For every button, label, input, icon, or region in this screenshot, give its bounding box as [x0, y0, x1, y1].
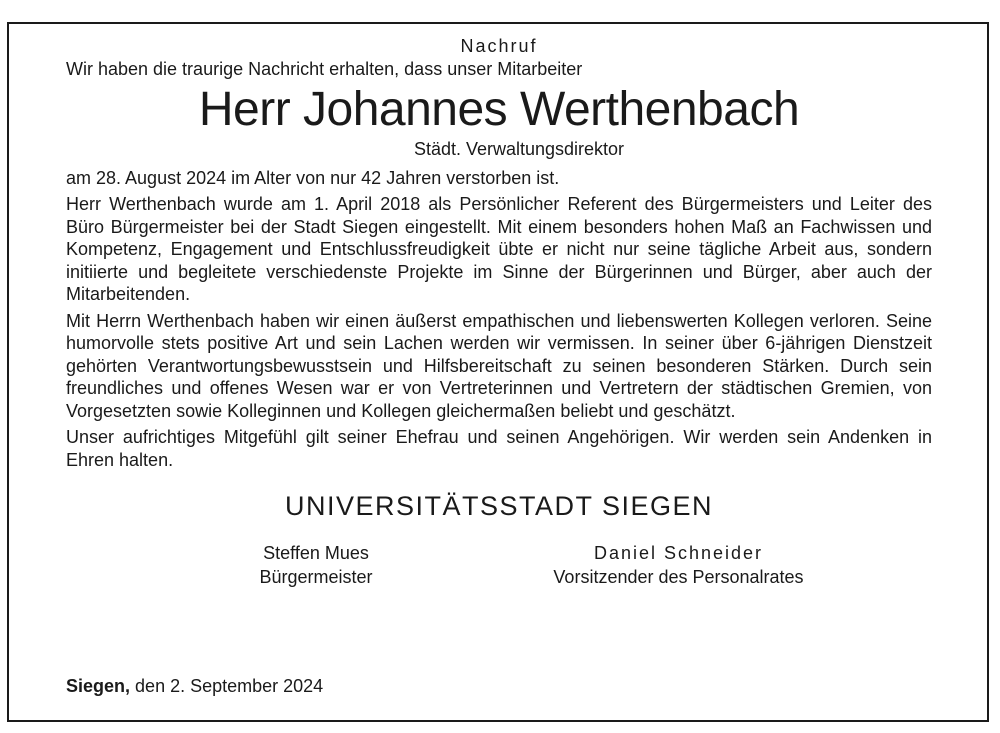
date: den 2. September 2024 [135, 676, 324, 696]
signatory-council [516, 541, 841, 589]
place: Siegen, [66, 676, 131, 696]
notice-heading: Nachruf [460, 36, 538, 56]
death-line: am 28. August 2024 im Alter von nur 42 Jahren verstorben ist. [66, 167, 560, 188]
signatory-role: Bürgermeister [259, 567, 373, 587]
job-title: Städt. Verwaltungsdirektor [413, 138, 625, 159]
signatory-name: Daniel Schneider [593, 543, 764, 563]
signatory-mayor [216, 541, 416, 589]
deceased-name: Herr Johannes Werthenbach [198, 82, 800, 136]
paragraph-career: Herr Werthenbach wurde am 1. April 2018 als Persönlicher Referent des Bürgermeisters und Leiter des Büro Bürgermeister bei der Stadt Siegen eingestellt. Mit einem besonders hohen Maß an Fachwissen und Kompetenz, Engagement und Entschlussfreudigkeit übte er nicht nur seine tägliche Arbeit aus, sondern initiierte und begleitete verschiedenste Projekte im Sinne der Bürgerinnen und Bürger, aber auch der Mitarbeitenden. [66, 194, 932, 304]
paragraph-condolence: Unser aufrichtiges Mitgefühl gilt seiner Ehefrau und seinen Angehörigen. Wir werden sein Andenken in Ehren halten. [66, 427, 932, 470]
place-date [66, 674, 323, 698]
intro-line: Wir haben die traurige Nachricht erhalten, dass unser Mitarbeiter [66, 59, 583, 79]
paragraph-character: Mit Herrn Werthenbach haben wir einen äußerst empathischen und liebenswerten Kollegen verloren. Seine humorvolle stets positive Art und sein Lachen werden wir vermissen. In seiner über 6-jährigen Dienstzeit gehörten Verantwortungsbewusstsein und Hilfsbereitschaft zu seinen besonderen Stärken. Durch sein freundliches und offenes Wesen war er von Vertreterinnen und Vertretern der städtischen Gremien, von Vorgesetzten sowie Kolleginnen und Kollegen gleichermaßen beliebt und geschätzt. [66, 310, 932, 421]
organization-name: UNIVERSITÄTSSTADT SIEGEN [284, 491, 714, 521]
signatures [66, 541, 932, 591]
signatory-name: Steffen Mues [263, 543, 369, 563]
obituary-notice [66, 34, 932, 591]
signatory-role: Vorsitzender des Personalrates [553, 567, 804, 587]
